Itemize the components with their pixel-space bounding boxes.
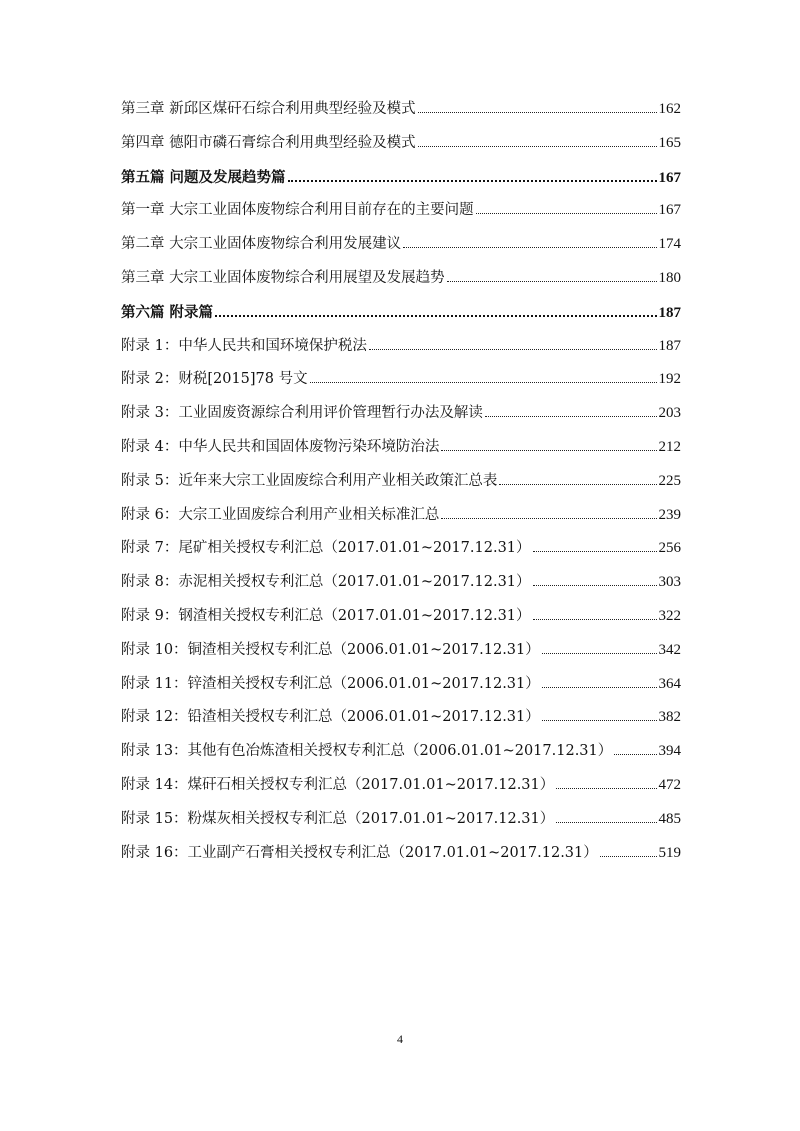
toc-entry[interactable] bbox=[121, 701, 681, 735]
toc-entry-title: 附录 15：粉煤灰相关授权专利汇总（2017.01.01~2017.12.31） bbox=[121, 810, 555, 827]
toc-entry[interactable] bbox=[121, 465, 681, 499]
toc-entry-page: 303 bbox=[658, 574, 681, 591]
toc-entry[interactable] bbox=[121, 363, 681, 397]
toc-entry-page: 165 bbox=[658, 134, 681, 151]
toc-entry-page: 485 bbox=[658, 810, 681, 827]
toc-entry-title: 第一章 大宗工业固体废物综合利用目前存在的主要问题 bbox=[121, 202, 474, 219]
toc-entry[interactable] bbox=[121, 127, 681, 161]
toc-entry-page: 342 bbox=[658, 641, 681, 658]
toc-entry-page: 394 bbox=[658, 743, 681, 760]
toc-entry[interactable] bbox=[121, 769, 681, 803]
toc-entry[interactable] bbox=[121, 532, 681, 566]
toc-entry[interactable] bbox=[121, 397, 681, 431]
dot-leader bbox=[441, 437, 656, 451]
toc-entry-page: 187 bbox=[658, 337, 681, 354]
table-of-contents bbox=[121, 93, 681, 870]
dot-leader bbox=[288, 167, 657, 182]
dot-leader bbox=[369, 336, 657, 350]
toc-entry[interactable] bbox=[121, 194, 681, 228]
toc-entry-title: 附录 12：铅渣相关授权专利汇总（2006.01.01~2017.12.31） bbox=[121, 709, 540, 726]
toc-entry[interactable] bbox=[121, 837, 681, 871]
dot-leader bbox=[542, 707, 657, 721]
toc-entry[interactable] bbox=[121, 431, 681, 465]
page-number: 4 bbox=[397, 1032, 403, 1046]
dot-leader bbox=[418, 133, 657, 147]
toc-entry-page: 472 bbox=[658, 776, 681, 793]
toc-entry-title: 附录 5：近年来大宗工业固废综合利用产业相关政策汇总表 bbox=[121, 472, 498, 489]
dot-leader bbox=[310, 369, 657, 383]
toc-entry-title: 附录 3：工业固废资源综合利用评价管理暂行办法及解读 bbox=[121, 405, 483, 422]
toc-entry-page: 322 bbox=[658, 607, 681, 624]
toc-entry-page: 203 bbox=[658, 405, 681, 422]
toc-entry-title: 附录 8：赤泥相关授权专利汇总（2017.01.01~2017.12.31） bbox=[121, 574, 531, 591]
toc-entry-title: 第二章 大宗工业固体废物综合利用发展建议 bbox=[121, 236, 402, 253]
toc-entry-page: 212 bbox=[658, 438, 681, 455]
toc-entry-page: 174 bbox=[658, 236, 681, 253]
dot-leader bbox=[542, 640, 657, 654]
toc-entry[interactable] bbox=[121, 93, 681, 127]
dot-leader bbox=[215, 302, 656, 317]
toc-entry-title: 附录 13：其他有色冶炼渣相关授权专利汇总（2006.01.01~2017.12.31） bbox=[121, 743, 613, 760]
toc-entry-page: 256 bbox=[658, 540, 681, 557]
dot-leader bbox=[556, 775, 656, 789]
dot-leader bbox=[600, 842, 657, 856]
toc-entry-title: 第五篇 问题及发展趋势篇 bbox=[121, 168, 286, 186]
toc-part-entry[interactable] bbox=[121, 296, 681, 330]
toc-entry[interactable] bbox=[121, 499, 681, 533]
toc-entry-title: 附录 6：大宗工业固废综合利用产业相关标准汇总 bbox=[121, 506, 440, 523]
toc-entry-page: 167 bbox=[658, 169, 681, 186]
dot-leader bbox=[556, 809, 656, 823]
toc-entry[interactable] bbox=[121, 735, 681, 769]
toc-entry-page: 382 bbox=[658, 709, 681, 726]
toc-entry[interactable] bbox=[121, 634, 681, 668]
toc-entry-title: 附录 9：钢渣相关授权专利汇总（2017.01.01~2017.12.31） bbox=[121, 607, 531, 624]
toc-entry[interactable] bbox=[121, 262, 681, 296]
toc-entry-title: 附录 10：铜渣相关授权专利汇总（2006.01.01~2017.12.31） bbox=[121, 641, 540, 658]
toc-part-entry[interactable] bbox=[121, 161, 681, 195]
dot-leader bbox=[499, 471, 656, 485]
dot-leader bbox=[476, 200, 657, 214]
toc-entry-title: 第四章 德阳市磷石膏综合利用典型经验及模式 bbox=[121, 134, 416, 151]
toc-entry-page: 364 bbox=[658, 675, 681, 692]
dot-leader bbox=[533, 572, 657, 586]
dot-leader bbox=[542, 674, 657, 688]
toc-entry-page: 167 bbox=[658, 202, 681, 219]
dot-leader bbox=[485, 403, 657, 417]
toc-entry-page: 239 bbox=[658, 506, 681, 523]
toc-entry-page: 225 bbox=[658, 472, 681, 489]
dot-leader bbox=[614, 741, 656, 755]
toc-entry[interactable] bbox=[121, 600, 681, 634]
toc-entry-title: 附录 4：中华人民共和国固体废物污染环境防治法 bbox=[121, 438, 440, 455]
toc-entry[interactable] bbox=[121, 228, 681, 262]
toc-entry-page: 187 bbox=[658, 304, 681, 321]
toc-entry-title: 附录 7：尾矿相关授权专利汇总（2017.01.01~2017.12.31） bbox=[121, 540, 531, 557]
toc-entry-title: 第六篇 附录篇 bbox=[121, 303, 214, 321]
toc-entry-title: 附录 2：财税[2015]78 号文 bbox=[121, 371, 308, 388]
toc-entry-title: 附录 16：工业副产石膏相关授权专利汇总（2017.01.01~2017.12.31） bbox=[121, 844, 598, 861]
toc-entry-title: 附录 11：锌渣相关授权专利汇总（2006.01.01~2017.12.31） bbox=[121, 675, 540, 692]
toc-entry-page: 519 bbox=[658, 844, 681, 861]
toc-entry[interactable] bbox=[121, 803, 681, 837]
toc-entry-page: 162 bbox=[658, 101, 681, 117]
dot-leader bbox=[441, 505, 656, 519]
dot-leader bbox=[403, 234, 656, 248]
dot-leader bbox=[533, 606, 657, 620]
toc-entry[interactable] bbox=[121, 566, 681, 600]
dot-leader bbox=[447, 268, 657, 282]
dot-leader bbox=[418, 99, 657, 113]
toc-entry-title: 第三章 大宗工业固体废物综合利用展望及发展趋势 bbox=[121, 269, 445, 286]
toc-entry-title: 附录 14：煤矸石相关授权专利汇总（2017.01.01~2017.12.31） bbox=[121, 776, 555, 793]
toc-entry-title: 附录 1：中华人民共和国环境保护税法 bbox=[121, 337, 367, 354]
toc-entry[interactable] bbox=[121, 668, 681, 702]
dot-leader bbox=[533, 538, 657, 552]
toc-entry-title: 第三章 新邱区煤矸石综合利用典型经验及模式 bbox=[121, 101, 416, 117]
toc-entry-page: 192 bbox=[658, 371, 681, 388]
toc-entry-page: 180 bbox=[658, 269, 681, 286]
toc-entry[interactable] bbox=[121, 330, 681, 364]
